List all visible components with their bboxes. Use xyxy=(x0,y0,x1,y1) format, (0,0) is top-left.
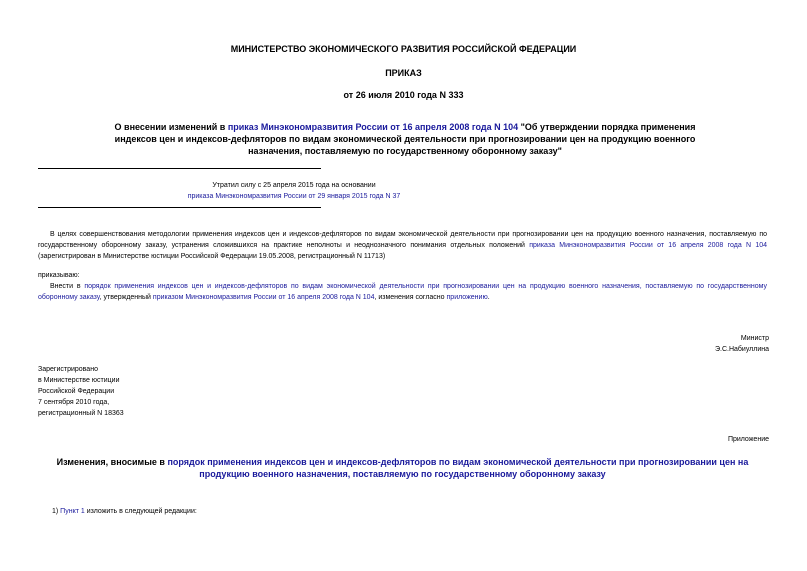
appendix-heading-link[interactable]: порядок применения индексов цен и индексов-дефляторов по видам экономической деятельности при прогнозировании цен на продукцию военного назначения, поставляемую по государственному оборонному заказу xyxy=(167,457,749,479)
title-suffix: "Об утверждении порядка применения индексов цен и индексов-дефляторов по видам экономической деятельности при прогнозировании цен на продукцию военного назначения, поставляемую по государственному оборонному заказу" xyxy=(114,122,696,156)
divider-top xyxy=(38,168,321,169)
status-text: Утратил силу с 25 апреля 2015 года на основании xyxy=(212,182,376,189)
order-text-b: , утвержденный xyxy=(99,294,153,301)
divider-bottom xyxy=(38,207,321,208)
item-text: изложить в следующей редакции: xyxy=(84,508,197,515)
registration-line: Зарегистрировано xyxy=(38,366,98,373)
document-date-number: от 26 июля 2010 года N 333 xyxy=(343,90,464,100)
document-type: ПРИКАЗ xyxy=(385,68,422,78)
order-text-c: , изменения согласно xyxy=(374,294,447,301)
preamble-link[interactable]: приказа Минэкономразвития России от 16 апреля 2008 года N 104 xyxy=(529,242,767,249)
item-link[interactable]: Пункт 1 xyxy=(60,508,85,515)
order-link-procedure[interactable]: порядок применения индексов цен и индексов-дефляторов по видам экономической деятельности при прогнозировании цен на продукцию военного назначения, поставляемую по государственному оборонному заказу xyxy=(38,283,767,301)
registration-line: в Министерстве юстиции xyxy=(38,377,120,384)
preamble-tail: (зарегистрирован в Министерстве юстиции Российской Федерации 19.05.2008, регистрационный N 11713) xyxy=(38,253,386,260)
item-number: 1) xyxy=(52,508,61,515)
signature-name: Э.С.Набиуллина xyxy=(714,346,769,353)
paragraph-preamble xyxy=(38,229,767,262)
registration-line: 7 сентября 2010 года, xyxy=(38,399,110,406)
status-link[interactable]: приказа Минэкономразвития России от 29 января 2015 года N 37 xyxy=(187,193,401,200)
order-text-d: . xyxy=(487,294,490,301)
order-text-a: Внести в xyxy=(50,283,85,290)
registration-block xyxy=(38,364,124,419)
appendix-item xyxy=(52,506,197,517)
appendix-label: Приложение xyxy=(727,436,769,443)
appendix-heading xyxy=(38,456,767,480)
registration-line: регистрационный N 18363 xyxy=(38,410,124,417)
preamble-text: В целях совершенствования методологии применения индексов цен и индексов-дефляторов по видам экономической деятельности при прогнозировании цен на продукцию военного назначения, поставляемую по государственному оборонному заказу, устранения сложившихся на практике неполноты и неоднозначного понимания отдельных положений xyxy=(38,231,767,249)
order-link-appendix[interactable]: приложению xyxy=(446,294,488,301)
title-link[interactable]: приказ Минэкономразвития России от 16 апреля 2008 года N 104 xyxy=(227,122,519,132)
order-word: приказываю: xyxy=(38,272,80,279)
ministry-heading: МИНИСТЕРСТВО ЭКОНОМИЧЕСКОГО РАЗВИТИЯ РОССИЙСКОЙ ФЕДЕРАЦИИ xyxy=(230,44,577,54)
signature-position: Министр xyxy=(740,335,769,342)
order-link-prikaz[interactable]: приказом Минэкономразвития России от 16 апреля 2008 года N 104 xyxy=(152,294,375,301)
title-prefix: О внесении изменений в xyxy=(114,122,228,132)
paragraph-order xyxy=(38,281,767,303)
registration-line: Российской Федерации xyxy=(38,388,115,395)
document-title xyxy=(110,121,700,157)
appendix-heading-prefix: Изменения, вносимые в xyxy=(56,457,168,467)
